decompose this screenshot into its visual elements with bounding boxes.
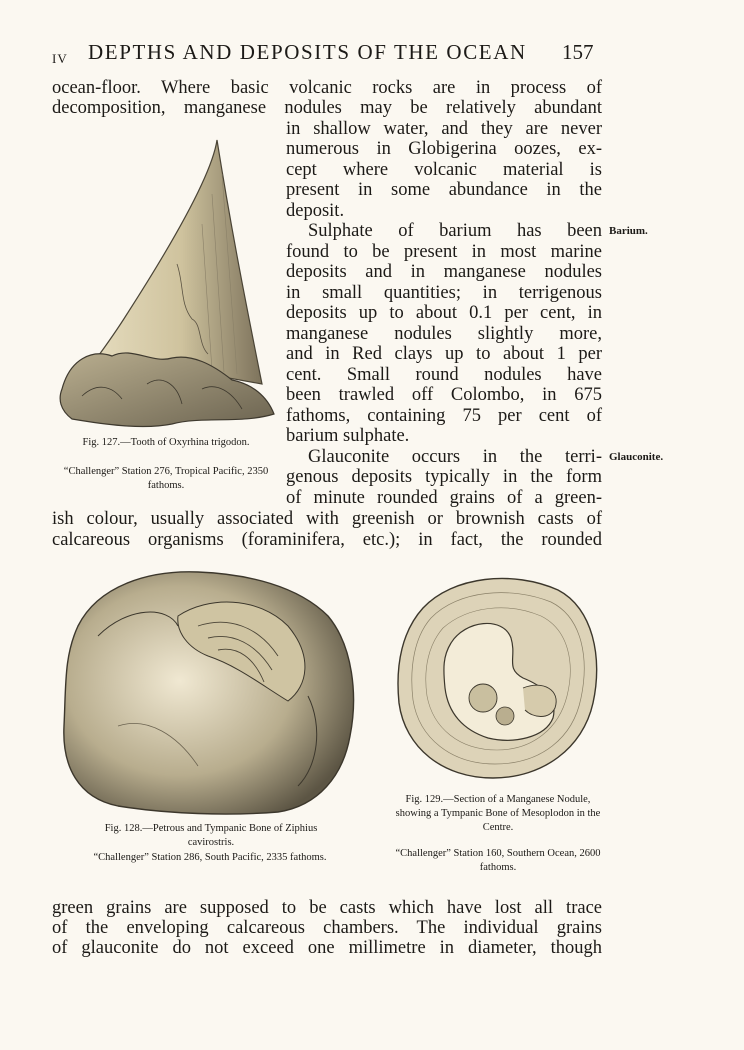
- text-line: cent. Small round nodules have: [286, 365, 602, 385]
- text-line: genous deposits typically in the form: [286, 467, 602, 487]
- fig-128-bone-engraving: [58, 566, 360, 816]
- text-line: deposit.: [286, 201, 345, 221]
- text-line: Sulphate of barium has been: [308, 221, 602, 241]
- fig-129-detail: “Challenger” Station 160, Southern Ocean, 2600 fathoms.: [395, 848, 601, 873]
- text-line: decomposition, manganese nodules may be relatively abundant: [52, 98, 602, 118]
- fig-127-tooth-engraving: [52, 134, 278, 432]
- text-line: barium sulphate.: [286, 426, 410, 446]
- text-line: cept where volcanic material is: [286, 160, 602, 180]
- text-line: green grains are supposed to be casts which have lost all trace: [52, 898, 602, 918]
- text-line: been trawled off Colombo, in 675: [286, 385, 602, 405]
- text-line: of the enveloping calcareous chambers. The individual grains: [52, 918, 602, 938]
- sidenote-barium: Barium.: [609, 225, 648, 237]
- text-line: and in Red clays up to about 1 per: [286, 344, 602, 364]
- running-title: DEPTHS AND DEPOSITS OF THE OCEAN: [88, 40, 527, 64]
- fig-128-detail: “Challenger” Station 286, South Pacific, 2335 fathoms.: [93, 852, 327, 863]
- text-line: ish colour, usually associated with greenish or brownish casts of: [52, 509, 602, 529]
- text-line: in shallow water, and they are never: [286, 119, 602, 139]
- sidenote-glauconite: Glauconite.: [609, 451, 664, 463]
- text-line: manganese nodules slightly more,: [286, 324, 602, 344]
- fig-127-caption: Fig. 127.—Tooth of Oxyrhina trigodon.: [82, 437, 250, 448]
- text-line: fathoms, containing 75 per cent of: [286, 406, 602, 426]
- text-line: of glauconite do not exceed one millimetre in diameter, though: [52, 938, 602, 958]
- text-line: Glauconite occurs in the terri-: [308, 447, 602, 467]
- text-line: found to be present in most marine: [286, 242, 602, 262]
- chapter-number: IV: [52, 51, 68, 66]
- fig-128-caption: Fig. 128.—Petrous and Tympanic Bone of Ziphius cavirostris.: [104, 823, 318, 848]
- page-number: 157: [562, 40, 594, 64]
- fig-127-detail: “Challenger” Station 276, Tropical Pacific, 2350 fathoms.: [63, 466, 269, 491]
- text-line: present in some abundance in the: [286, 180, 602, 200]
- text-line: numerous in Globigerina oozes, ex-: [286, 139, 602, 159]
- text-line: of minute rounded grains of a green-: [286, 488, 602, 508]
- text-line: in small quantities; in terrigenous: [286, 283, 602, 303]
- text-line: deposits up to about 0.1 per cent, in: [286, 303, 602, 323]
- text-line: deposits and in manganese nodules: [286, 262, 602, 282]
- text-line: ocean-floor. Where basic volcanic rocks are in process of: [52, 78, 602, 98]
- fig-129-nodule-engraving: [393, 568, 603, 782]
- text-line: calcareous organisms (foraminifera, etc.); in fact, the rounded: [52, 530, 602, 550]
- fig-129-caption: Fig. 129.—Section of a Manganese Nodule, showing a Tympanic Bone of Mesoplodon in the Centre.: [395, 794, 601, 833]
